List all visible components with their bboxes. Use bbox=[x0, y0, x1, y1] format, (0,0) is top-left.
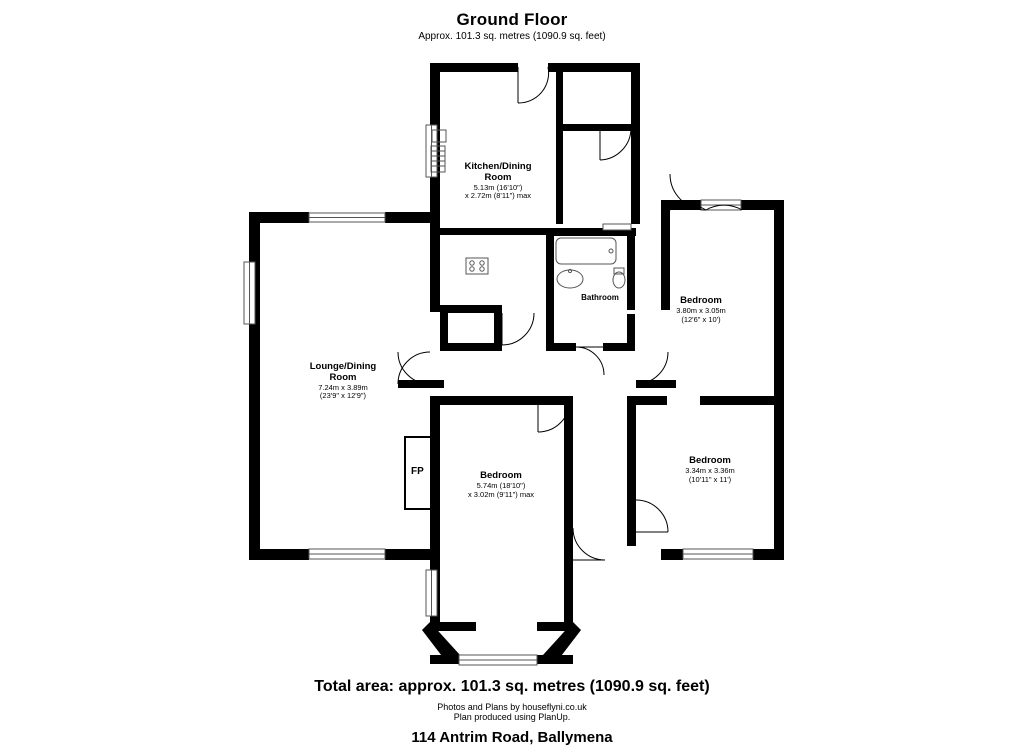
property-address: 114 Antrim Road, Ballymena bbox=[411, 729, 613, 746]
room-name: Kitchen/Dining bbox=[464, 161, 532, 172]
room-dims-line2: x 2.72m (8'11") max bbox=[464, 191, 532, 201]
room-label-bedroom-top-right bbox=[646, 296, 756, 324]
room-name-line2: Room bbox=[484, 171, 512, 183]
room-dims-line2: (12'6" x 10') bbox=[681, 314, 721, 324]
room-dims: 3.80m x 3.05m bbox=[676, 305, 726, 315]
room-label-bedroom-bottom-right bbox=[655, 456, 765, 484]
room-label-bedroom-centre bbox=[441, 471, 561, 499]
fixtures-group bbox=[431, 130, 625, 288]
room-label-kitchen-dining bbox=[438, 162, 558, 201]
room-name: Lounge/Dining bbox=[309, 361, 377, 372]
page-title: Ground Floor bbox=[456, 10, 568, 29]
main-outline-walls bbox=[249, 200, 784, 664]
room-dims-line2: (23'9" x 12'9") bbox=[319, 391, 367, 401]
room-dims: 3.34m x 3.36m bbox=[685, 465, 735, 475]
room-name-line2: Room bbox=[329, 371, 357, 383]
room-name: Bedroom bbox=[680, 295, 722, 306]
bath-fixture bbox=[556, 238, 616, 264]
walls-group bbox=[430, 63, 640, 235]
total-area-text: Total area: approx. 101.3 sq. metres (1090.9 sq. feet) bbox=[314, 678, 710, 695]
room-dims: 5.74m (18'10") bbox=[476, 480, 526, 490]
credit-planup: Plan produced using PlanUp. bbox=[453, 712, 571, 722]
room-label-bathroom bbox=[562, 293, 638, 302]
room-name: Bedroom bbox=[689, 455, 731, 466]
hob-fixture bbox=[466, 258, 488, 274]
credit-photos-plans: Photos and Plans by houseflyni.co.uk bbox=[437, 702, 587, 712]
room-label-lounge-dining bbox=[283, 362, 403, 401]
room-dims-line2: (10'11" x 11') bbox=[688, 474, 732, 484]
fireplace-label: FP bbox=[411, 466, 424, 477]
room-name: Bedroom bbox=[480, 470, 522, 481]
page-subtitle: Approx. 101.3 sq. metres (1090.9 sq. feet) bbox=[418, 31, 606, 42]
room-name: Bathroom bbox=[581, 293, 619, 302]
room-dims: 7.24m x 3.89m bbox=[318, 382, 368, 392]
room-dims-line2: x 3.02m (9'11") max bbox=[467, 489, 535, 499]
room-dims: 5.13m (16'10") bbox=[473, 182, 523, 192]
